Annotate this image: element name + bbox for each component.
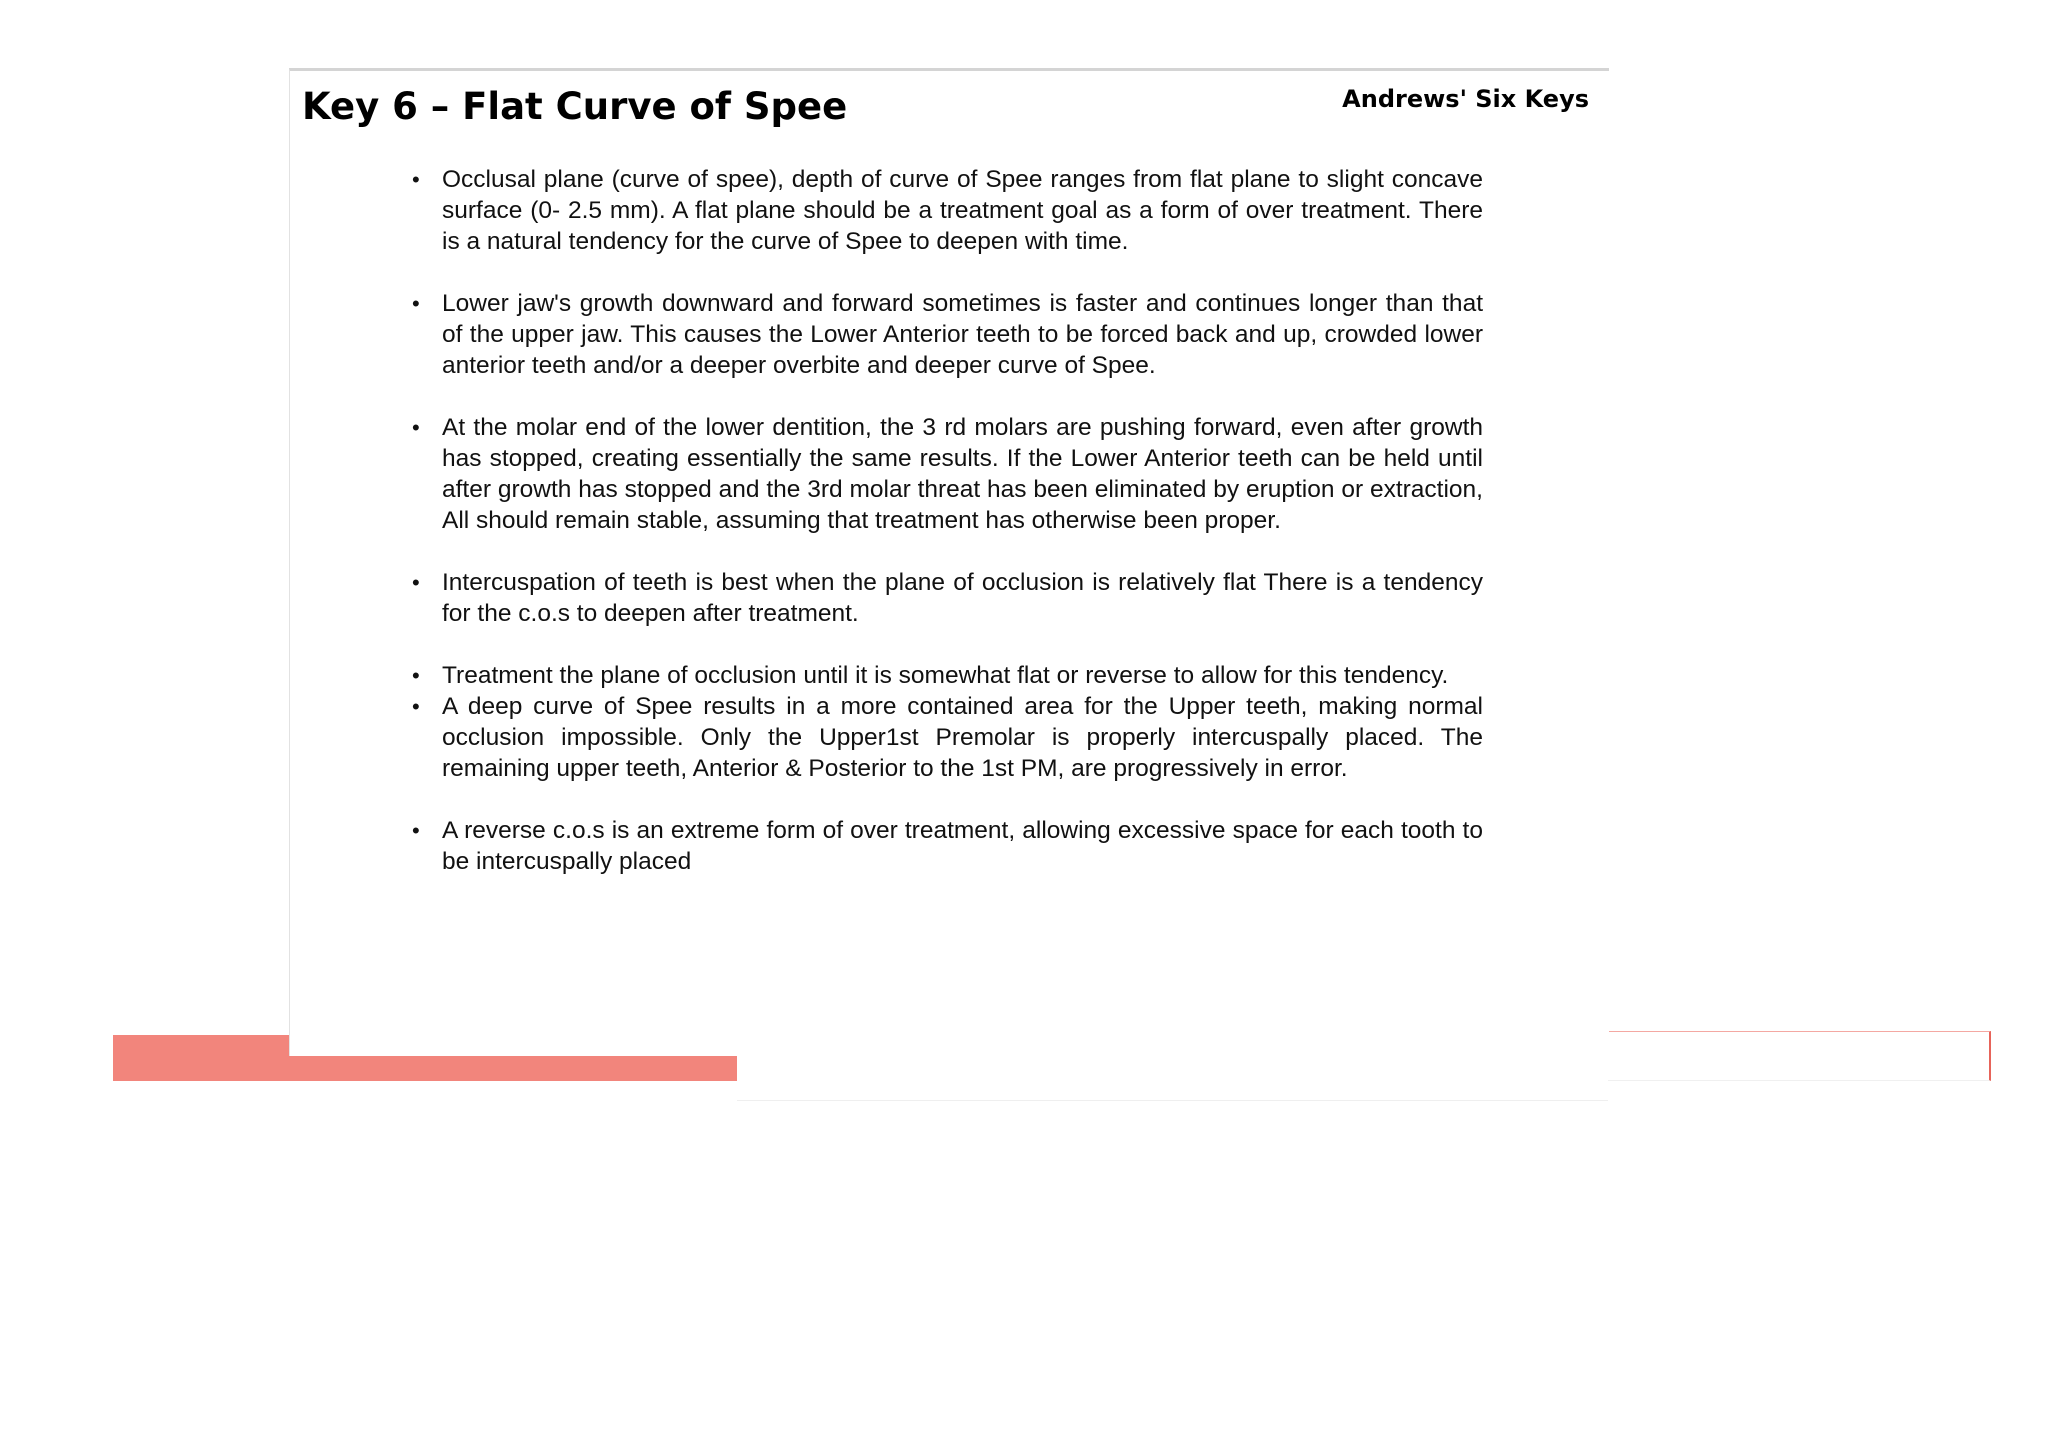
bullet-icon: • <box>412 415 420 440</box>
bullet-icon: • <box>412 167 420 192</box>
bullet-text: At the molar end of the lower dentition, the 3 rd molars are pushing forward, even after growth has stopped, creating essentially the same results. If the Lower Anterior teeth can be held until after growth has stopped and the 3rd molar threat has been eliminated by eruption or extraction, All should remain stable, assuming that treatment has otherwise been proper. <box>442 414 1483 534</box>
bullet-icon: • <box>412 291 420 316</box>
bullet-text: Lower jaw's growth downward and forward sometimes is faster and continues longer than that of the upper jaw. This causes the Lower Anterior teeth to be forced back and up, crowded lower anterior teeth and/or a deeper overbite and deeper curve of Spee. <box>442 290 1483 379</box>
bullet-item <box>290 691 1483 784</box>
bullet-item <box>290 288 1483 381</box>
slide-page <box>289 68 1609 1056</box>
bullet-item <box>290 567 1483 629</box>
bullet-item <box>290 164 1483 257</box>
divider-line <box>737 1100 1608 1101</box>
accent-outline-box <box>1608 1031 1991 1081</box>
bullet-list <box>290 164 1483 877</box>
bullet-icon: • <box>412 570 420 595</box>
bullet-icon: • <box>412 818 420 843</box>
bullet-icon: • <box>412 694 420 719</box>
bullet-icon: • <box>412 663 420 688</box>
bullet-item <box>290 412 1483 536</box>
bullet-text: Intercuspation of teeth is best when the plane of occlusion is relatively flat There is a tendency for the c.o.s to deepen after treatment. <box>442 569 1483 627</box>
bullet-text: A reverse c.o.s is an extreme form of over treatment, allowing excessive space for each tooth to be intercuspally placed <box>442 817 1483 875</box>
bullet-text: Occlusal plane (curve of spee), depth of curve of Spee ranges from flat plane to slight concave surface (0- 2.5 mm). A flat plane should be a treatment goal as a form of over treatment. There is a natural tendency for the curve of Spee to deepen with time. <box>442 166 1483 255</box>
bullet-text: A deep curve of Spee results in a more contained area for the Upper teeth, making normal occlusion impossible. Only the Upper1st Premolar is properly intercuspally placed. The remaining upper teeth, Anterior & Posterior to the 1st PM, are progressively in error. <box>442 693 1483 782</box>
bullet-item <box>290 815 1483 877</box>
bullet-text: Treatment the plane of occlusion until it is somewhat flat or reverse to allow for this tendency. <box>442 662 1449 689</box>
slide-title: Key 6 – Flat Curve of Spee <box>302 85 848 128</box>
slide-series-tag: Andrews' Six Keys <box>1342 85 1589 113</box>
bullet-item <box>290 660 1483 691</box>
